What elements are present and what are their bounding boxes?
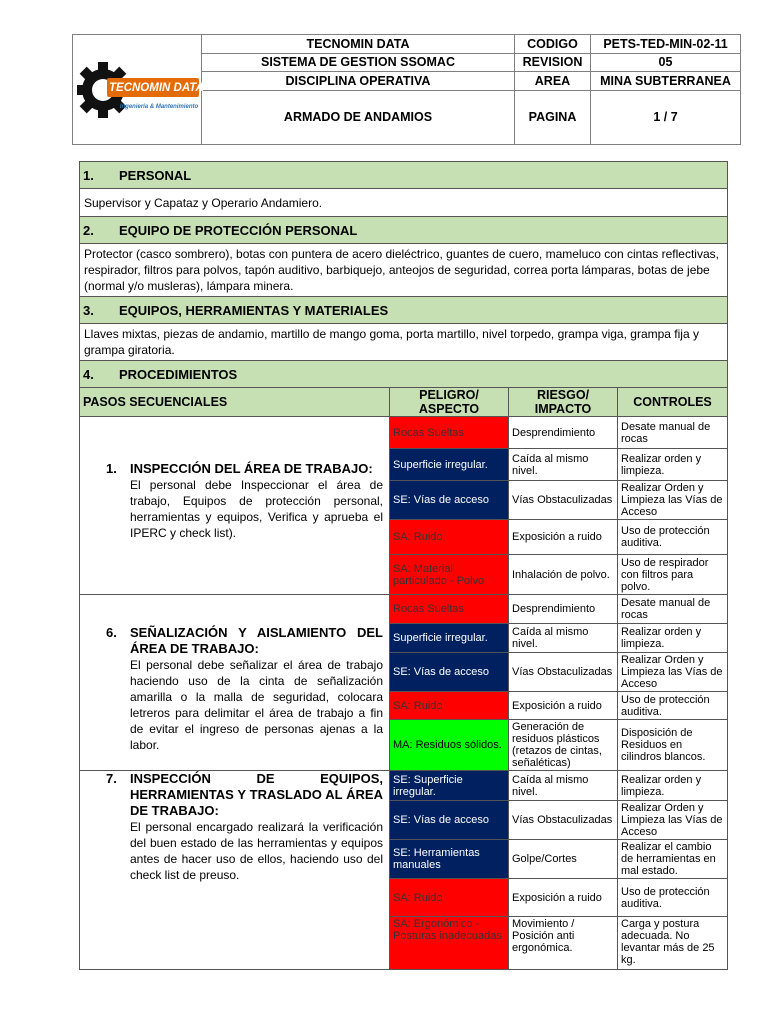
hazard-cell: Superficie irregular. [390, 624, 509, 653]
logo-tagline: Ingeniería & Mantenimiento [119, 104, 199, 110]
risk-cell: Caída al mismo nivel. [509, 449, 618, 481]
hazard-cell: SE: Vías de acceso [390, 801, 509, 840]
section-personal-header: 1. PERSONAL [80, 162, 728, 189]
section-equipos-header: 3. EQUIPOS, HERRAMIENTAS Y MATERIALES [80, 297, 728, 324]
risk-cell: Movimiento / Posición anti ergonómica. [509, 917, 618, 970]
control-cell: Realizar Orden y Limpieza las Vías de Acceso [618, 481, 728, 520]
col-pasos: PASOS SECUENCIALES [80, 388, 390, 417]
header-line2: SISTEMA DE GESTION SSOMAC [202, 54, 515, 72]
control-cell: Realizar el cambio de herramientas en mal estado. [618, 840, 728, 879]
section-procedimientos-header: 4. PROCEDIMIENTOS [80, 361, 728, 388]
document-header [72, 34, 741, 145]
control-cell: Desate manual de rocas [618, 417, 728, 449]
hazard-cell: SE: Vías de acceso [390, 653, 509, 692]
risk-cell: Exposición a ruido [509, 692, 618, 720]
revision-value: 05 [591, 54, 741, 72]
logo-text: TECNOMIN DATA [109, 82, 204, 94]
revision-label: REVISION [515, 54, 591, 72]
control-cell: Realizar Orden y Limpieza las Vías de Acceso [618, 801, 728, 840]
control-cell: Uso de respirador con filtros para polvo. [618, 555, 728, 595]
area-value: MINA SUBTERRANEA [591, 72, 741, 91]
control-cell: Carga y postura adecuada. No levantar más de 25 kg. [618, 917, 728, 970]
hazard-cell: Rocas Sueltas [390, 595, 509, 624]
section-personal-text: Supervisor y Capataz y Operario Andamiero. [80, 189, 728, 217]
col-controles: CONTROLES [618, 388, 728, 417]
area-label: AREA [515, 72, 591, 91]
header-line1: TECNOMIN DATA [202, 35, 515, 54]
risk-cell: Caída al mismo nivel. [509, 771, 618, 801]
control-cell: Uso de protección auditiva. [618, 520, 728, 555]
control-cell: Uso de protección auditiva. [618, 879, 728, 917]
header-line3: DISCIPLINA OPERATIVA [202, 72, 515, 91]
risk-cell: Golpe/Cortes [509, 840, 618, 879]
procedure-table [79, 161, 728, 970]
control-cell: Realizar orden y limpieza. [618, 449, 728, 481]
risk-cell: Desprendimiento [509, 417, 618, 449]
risk-cell: Caída al mismo nivel. [509, 624, 618, 653]
section-equipos-text: Llaves mixtas, piezas de andamio, martillo de mango goma, porta martillo, nivel torpedo, grampa viga, grampa fija y grampa giratoria. [80, 324, 728, 361]
control-cell: Desate manual de rocas [618, 595, 728, 624]
hazard-cell: SE: Herramientas manuales [390, 840, 509, 879]
codigo-value: PETS-TED-MIN-02-11 [591, 35, 741, 54]
pagina-label: PAGINA [515, 91, 591, 145]
control-cell: Realizar Orden y Limpieza las Vías de Acceso [618, 653, 728, 692]
hazard-cell: SA: Ergonómico - Posturas inadecuadas [390, 917, 509, 970]
control-cell: Realizar orden y limpieza. [618, 771, 728, 801]
col-riesgo: RIESGO/ IMPACTO [509, 388, 618, 417]
section-epp-text: Protector (casco sombrero), botas con puntera de acero dieléctrico, guantes de cuero, mameluco con cintas reflectivas, respirador, filtros para polvos, tapón auditivo, barbiquejo, anteojos de seguridad, correa porta lámparas, botas de jebe (normal y/o musleras), lámpara minera. [80, 244, 728, 297]
hazard-cell: SA: Ruido [390, 692, 509, 720]
control-cell: Uso de protección auditiva. [618, 692, 728, 720]
codigo-label: CODIGO [515, 35, 591, 54]
section-epp-header: 2. EQUIPO DE PROTECCIÓN PERSONAL [80, 217, 728, 244]
hazard-cell: SA: Ruido [390, 520, 509, 555]
control-cell: Realizar orden y limpieza. [618, 624, 728, 653]
risk-cell: Desprendimiento [509, 595, 618, 624]
hazard-cell: Superficie irregular. [390, 449, 509, 481]
document-title: ARMADO DE ANDAMIOS [202, 91, 515, 145]
step-6: 6. SEÑALIZACIÓN Y AISLAMIENTO DEL ÁREA DE TRABAJO: El personal debe señalizar el área de trabajo haciendo uso de la cinta de señalización amarilla o la malla de seguridad, colocara letreros para delimitar el área de trabajo a fin de evitar el ingreso de personas ajenas a la labor. [80, 595, 390, 771]
pagina-value: 1 / 7 [591, 91, 741, 145]
risk-cell: Generación de residuos plásticos (retazos de cintas, señaléticas) [509, 720, 618, 771]
risk-cell: Vías Obstaculizadas [509, 801, 618, 840]
hazard-cell: SE: Vías de acceso [390, 481, 509, 520]
step-7: 7. INSPECCIÓN DE EQUIPOS, HERRAMIENTAS Y TRASLADO AL ÁREA DE TRABAJO: El personal encargado realizará la verificación del buen estado de las herramientas y equipos antes de hacer uso de ellos, haciendo uso del check list de preuso. [80, 771, 390, 970]
hazard-cell: SE: Superficie irregular. [390, 771, 509, 801]
risk-cell: Exposición a ruido [509, 520, 618, 555]
risk-cell: Vías Obstaculizadas [509, 653, 618, 692]
risk-cell: Exposición a ruido [509, 879, 618, 917]
control-cell: Disposición de Residuos en cilindros blancos. [618, 720, 728, 771]
company-logo [73, 35, 202, 145]
hazard-cell: Rocas Sueltas [390, 417, 509, 449]
hazard-cell: SA: Material particulado - Polvo [390, 555, 509, 595]
col-peligro: PELIGRO/ ASPECTO [390, 388, 509, 417]
risk-cell: Inhalación de polvo. [509, 555, 618, 595]
risk-cell: Vías Obstaculizadas [509, 481, 618, 520]
hazard-cell: MA: Residuos sólidos. [390, 720, 509, 771]
hazard-cell: SA: Ruido [390, 879, 509, 917]
step-1: 1. INSPECCIÓN DEL ÁREA DE TRABAJO: El personal debe Inspeccionar el área de trabajo, Equipos de protección personal, herramientas y equipos, Verifica y aprueba el IPERC y check list). [80, 417, 390, 595]
